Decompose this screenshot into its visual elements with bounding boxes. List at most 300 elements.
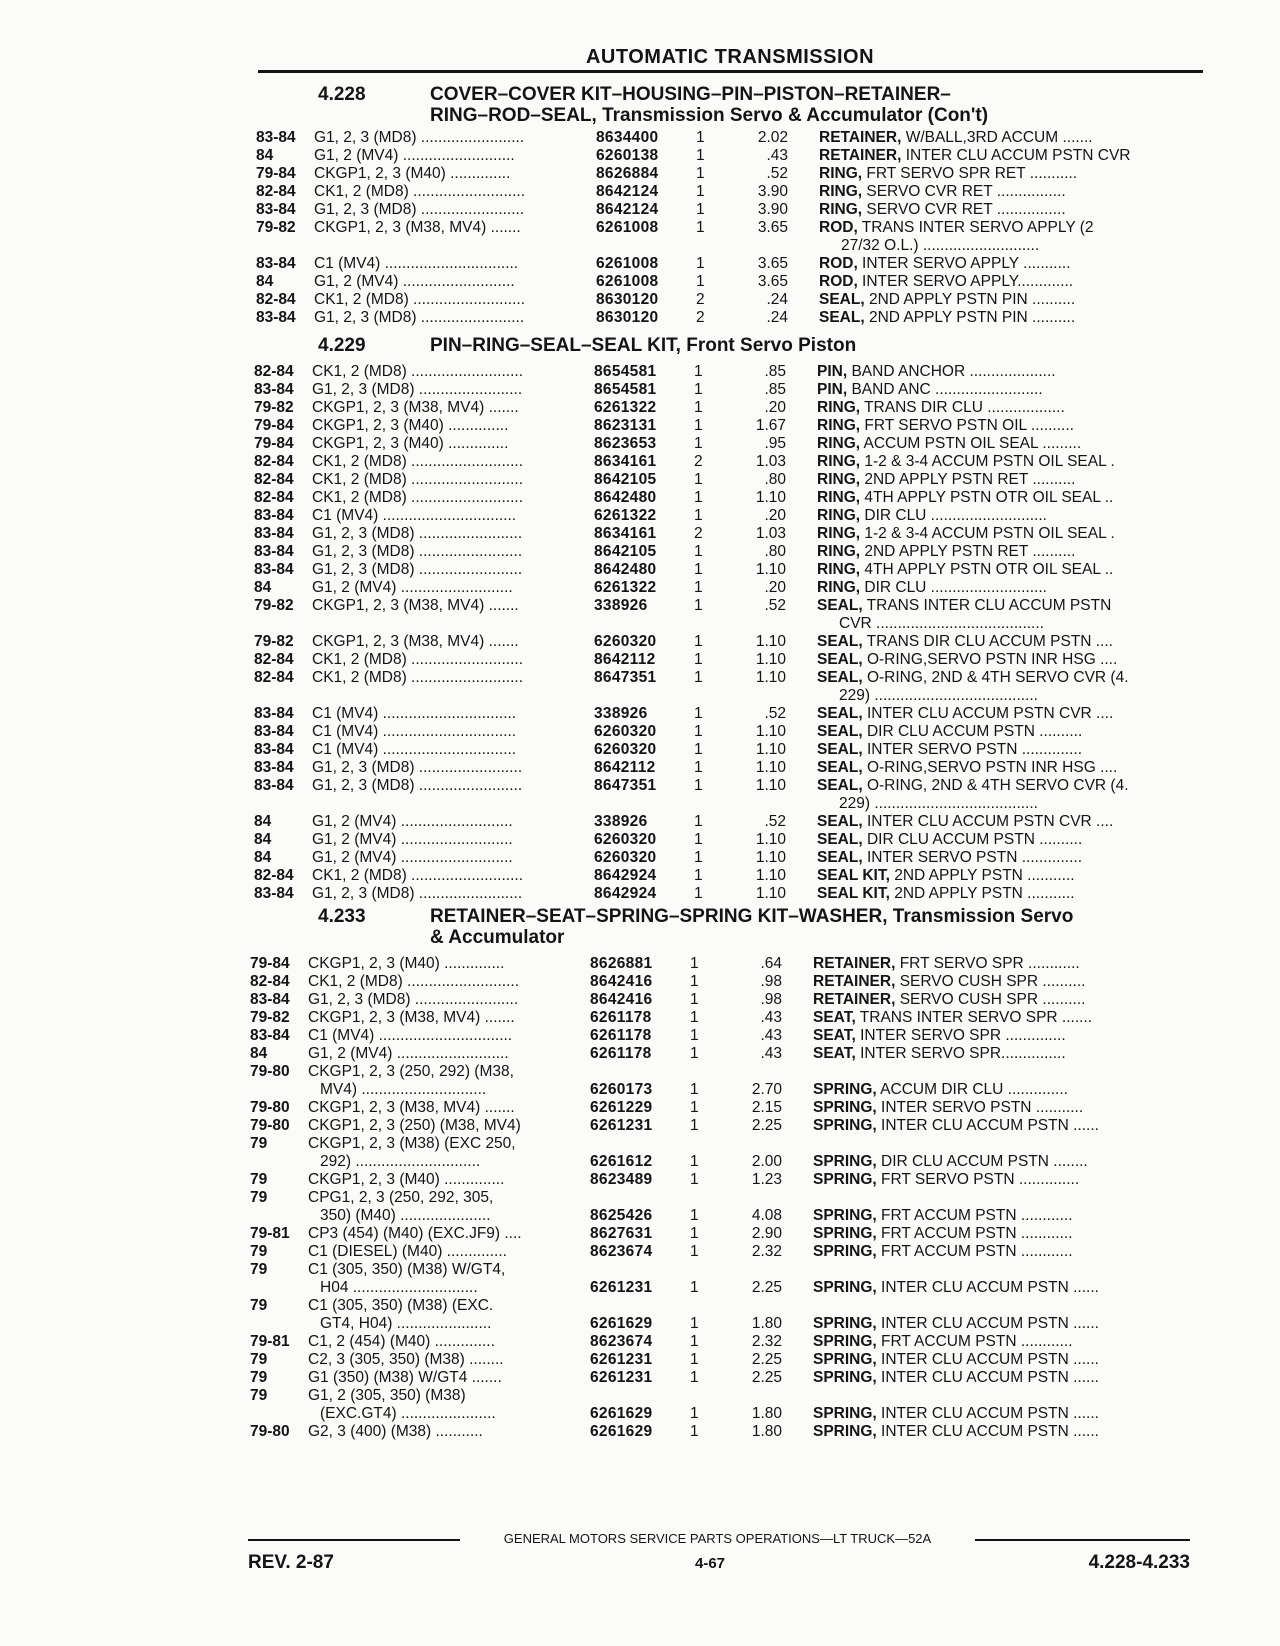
- part-number: 6261322: [594, 579, 657, 596]
- quantity: 1: [690, 1243, 699, 1260]
- part-name: SEAL,: [817, 813, 863, 830]
- parts-row: [250, 954, 1190, 973]
- vehicle-models: C1 (MV4) ...............................: [312, 741, 517, 758]
- model-years: 79-81: [250, 1333, 290, 1350]
- part-number: 8634161: [594, 525, 657, 542]
- quantity: 1: [694, 885, 703, 902]
- vehicle-models: G1, 2, 3 (MD8) ........................: [312, 777, 523, 794]
- parts-row: [250, 1422, 1190, 1441]
- part-detail: SERVO CVR RET ................: [862, 201, 1066, 218]
- part-detail: FRT ACCUM PSTN ............: [876, 1207, 1073, 1224]
- part-number: 6260320: [594, 723, 657, 740]
- part-name: SEAL,: [819, 291, 865, 308]
- footer-publisher: GENERAL MOTORS SERVICE PARTS OPERATIONS—LT TRUCK—52A: [503, 1531, 932, 1546]
- quantity: 1: [696, 273, 705, 290]
- price: 1.10: [755, 633, 786, 650]
- model-years: 79: [250, 1387, 268, 1404]
- parts-row: [250, 1242, 1190, 1261]
- part-detail: INTER CLU ACCUM PSTN CVR ....: [862, 813, 1114, 830]
- quantity: 1: [690, 1099, 699, 1116]
- part-number: 8623653: [594, 435, 657, 452]
- vehicle-models: G1, 2, 3 (MD8) ........................: [312, 561, 523, 578]
- part-number: 6261178: [590, 1045, 652, 1062]
- vehicle-models: C1 (MV4) ...............................: [312, 705, 517, 722]
- vehicle-models: G1, 2, 3 (MD8) ........................: [312, 759, 523, 776]
- model-years: 82-84: [254, 471, 294, 488]
- quantity: 1: [696, 255, 705, 272]
- part-description: [813, 1170, 1179, 1189]
- quantity: 1: [694, 705, 703, 722]
- model-years: 83-84: [254, 723, 294, 740]
- price: .43: [760, 1045, 782, 1062]
- part-detail: SERVO CUSH SPR ..........: [895, 991, 1086, 1008]
- quantity: 2: [694, 453, 703, 470]
- quantity: 1: [690, 1315, 699, 1332]
- vehicle-models: CKGP1, 2, 3 (M38) (EXC 250,: [308, 1135, 516, 1152]
- vehicle-models: G1 (350) (M38) W/GT4 .......: [308, 1369, 502, 1386]
- price: 2.15: [751, 1099, 782, 1116]
- parts-row: [254, 470, 1194, 489]
- parts-row: [254, 668, 1194, 705]
- model-years: 83-84: [256, 129, 296, 146]
- part-description: [813, 1368, 1179, 1387]
- part-detail: TRANS INTER SERVO APPLY (2: [857, 219, 1094, 236]
- part-detail: INTER CLU ACCUM PSTN ......: [876, 1351, 1099, 1368]
- part-description: [817, 506, 1183, 525]
- quantity: 1: [690, 1117, 699, 1134]
- model-years: 79-84: [254, 435, 294, 452]
- part-description: [813, 1278, 1179, 1297]
- quantity: 1: [694, 777, 703, 794]
- part-name: SPRING,: [813, 1117, 877, 1134]
- quantity: 1: [690, 1027, 699, 1044]
- part-name: SPRING,: [813, 1279, 877, 1296]
- model-years: 83-84: [254, 525, 294, 542]
- section-number: 4.228: [318, 84, 366, 105]
- price: 1.23: [751, 1171, 782, 1188]
- vehicle-models: G1, 2, 3 (MD8) ........................: [314, 129, 525, 146]
- model-years: 79-82: [256, 219, 296, 236]
- parts-row: [254, 416, 1194, 435]
- quantity: 1: [694, 579, 703, 596]
- part-description: [813, 954, 1179, 973]
- parts-row: [250, 972, 1190, 991]
- parts-row: [254, 758, 1194, 777]
- part-number: 8626881: [590, 955, 653, 972]
- parts-row: [254, 506, 1194, 525]
- part-number: 8623674: [590, 1243, 653, 1260]
- part-description: [813, 1332, 1179, 1351]
- part-name: RING,: [819, 183, 863, 200]
- part-name: RETAINER,: [819, 129, 902, 146]
- part-number: 338926: [594, 813, 648, 830]
- quantity: 1: [690, 1351, 699, 1368]
- part-name: SPRING,: [813, 1099, 877, 1116]
- parts-row: [256, 308, 1196, 327]
- part-number: 8642105: [594, 543, 657, 560]
- part-description: [817, 524, 1183, 543]
- part-detail: INTER SERVO SPR...............: [855, 1045, 1066, 1062]
- quantity: 1: [696, 183, 705, 200]
- part-number: 6261322: [594, 507, 657, 524]
- part-number: 8642105: [594, 471, 657, 488]
- part-description: [819, 128, 1185, 147]
- vehicle-models: CK1, 2 (MD8) ..........................: [312, 669, 524, 686]
- part-number: 8642480: [594, 561, 657, 578]
- model-years: 79-80: [250, 1423, 290, 1440]
- vehicle-models: G1, 2 (MV4) ..........................: [312, 831, 513, 848]
- vehicle-models: G1, 2, 3 (MD8) ........................: [312, 885, 523, 902]
- model-years: 84: [256, 273, 274, 290]
- part-number: 8642416: [590, 991, 653, 1008]
- part-detail: INTER CLU ACCUM PSTN ......: [876, 1315, 1099, 1332]
- part-detail: 2ND APPLY PSTN ...........: [889, 867, 1075, 884]
- part-detail: INTER SERVO APPLY ...........: [857, 255, 1071, 272]
- quantity: 1: [690, 1369, 699, 1386]
- parts-row: [254, 866, 1194, 885]
- part-detail: DIR CLU ...........................: [860, 579, 1047, 596]
- footer-rule-left: [248, 1539, 460, 1541]
- part-name: RING,: [817, 579, 861, 596]
- quantity: 1: [694, 435, 703, 452]
- price: 3.65: [757, 219, 788, 236]
- price: 2.02: [757, 129, 788, 146]
- vehicle-models: CKGP1, 2, 3 (M38, MV4) .......: [308, 1099, 515, 1116]
- quantity: 1: [694, 867, 703, 884]
- vehicle-models: G1, 2, 3 (MD8) ........................: [312, 525, 523, 542]
- part-detail: TRANS INTER CLU ACCUM PSTN: [862, 597, 1112, 614]
- vehicle-models-cont: H04 .............................: [320, 1279, 478, 1296]
- model-years: 83-84: [254, 381, 294, 398]
- quantity: 1: [694, 831, 703, 848]
- vehicle-models: C1 (305, 350) (M38) W/GT4,: [308, 1261, 506, 1278]
- part-detail: O-RING, 2ND & 4TH SERVO CVR (4.: [862, 777, 1129, 794]
- part-description: [813, 972, 1179, 991]
- section-number: 4.233: [318, 906, 366, 927]
- revision-date: REV. 2-87: [248, 1552, 334, 1573]
- part-description: [813, 1314, 1179, 1333]
- part-description: [813, 1098, 1179, 1117]
- part-name: SEAL,: [817, 777, 863, 794]
- vehicle-models: C1 (DIESEL) (M40) ..............: [308, 1243, 507, 1260]
- part-number: 8630120: [596, 309, 659, 326]
- parts-row: [254, 812, 1194, 831]
- vehicle-models: C2, 3 (305, 350) (M38) ........: [308, 1351, 504, 1368]
- parts-row: [256, 200, 1196, 219]
- section-range: 4.228-4.233: [1088, 1552, 1190, 1573]
- part-number: 338926: [594, 597, 648, 614]
- quantity: 1: [694, 597, 703, 614]
- part-name: SPRING,: [813, 1243, 877, 1260]
- price: 2.90: [751, 1225, 782, 1242]
- price: .52: [764, 813, 786, 830]
- part-description: [817, 434, 1183, 453]
- price: .20: [764, 399, 786, 416]
- model-years: 82-84: [254, 867, 294, 884]
- part-name: ROD,: [819, 255, 858, 272]
- quantity: 1: [694, 633, 703, 650]
- part-description: [817, 866, 1183, 885]
- price: 3.65: [757, 255, 788, 272]
- part-name: SEAL,: [817, 831, 863, 848]
- part-name: SEAL KIT,: [817, 867, 890, 884]
- part-number: 8642112: [594, 651, 656, 668]
- part-number: 6261231: [590, 1117, 653, 1134]
- model-years: 83-84: [254, 705, 294, 722]
- parts-row: [250, 1116, 1190, 1135]
- model-years: 83-84: [250, 991, 290, 1008]
- model-years: 79: [250, 1351, 268, 1368]
- part-description: [817, 668, 1183, 687]
- quantity: 1: [690, 1153, 699, 1170]
- quantity: 1: [694, 813, 703, 830]
- part-detail: O-RING,SERVO PSTN INR HSG ....: [862, 759, 1118, 776]
- parts-row: [254, 380, 1194, 399]
- parts-row: [256, 272, 1196, 291]
- quantity: 1: [696, 201, 705, 218]
- quantity: 1: [694, 471, 703, 488]
- price: 1.80: [751, 1315, 782, 1332]
- part-number: 6261008: [596, 255, 659, 272]
- vehicle-models: CKGP1, 2, 3 (M38, MV4) .......: [314, 219, 521, 236]
- part-detail: 2ND APPLY PSTN PIN ..........: [864, 291, 1076, 308]
- part-number: 8647351: [594, 777, 657, 794]
- part-number: 8647351: [594, 669, 657, 686]
- part-number: 6261629: [590, 1423, 653, 1440]
- model-years: 79: [250, 1261, 268, 1278]
- part-description-cont: 27/32 O.L.) ...........................: [841, 237, 1040, 254]
- part-number: 8642924: [594, 867, 657, 884]
- part-detail: 2ND APPLY PSTN RET ..........: [860, 543, 1076, 560]
- part-description-cont: 229) ......................................: [839, 795, 1038, 812]
- part-detail: ACCUM DIR CLU ..............: [876, 1081, 1068, 1098]
- model-years: 79-82: [254, 597, 294, 614]
- vehicle-models: C1, 2 (454) (M40) ..............: [308, 1333, 495, 1350]
- part-detail: 1-2 & 3-4 ACCUM PSTN OIL SEAL .: [860, 453, 1115, 470]
- parts-row: [254, 776, 1194, 813]
- part-detail: INTER CLU ACCUM PSTN ......: [876, 1117, 1099, 1134]
- quantity: 1: [690, 973, 699, 990]
- section-number: 4.229: [318, 335, 366, 356]
- part-description: [817, 596, 1183, 615]
- model-years: 82-84: [254, 453, 294, 470]
- model-years: 79-84: [254, 417, 294, 434]
- parts-row: [254, 578, 1194, 597]
- part-detail: INTER CLU ACCUM PSTN ......: [876, 1405, 1099, 1422]
- price: 3.90: [757, 201, 788, 218]
- price: 2.25: [751, 1117, 782, 1134]
- vehicle-models: G1, 2, 3 (MD8) ........................: [312, 381, 523, 398]
- part-detail: FRT ACCUM PSTN ............: [876, 1333, 1073, 1350]
- model-years: 84: [256, 147, 274, 164]
- parts-row: [250, 1134, 1190, 1171]
- parts-row: [250, 1368, 1190, 1387]
- price: .64: [760, 955, 782, 972]
- vehicle-models: G1, 2 (MV4) ..........................: [314, 273, 515, 290]
- vehicle-models: CK1, 2 (MD8) ..........................: [312, 453, 524, 470]
- part-name: RING,: [817, 489, 861, 506]
- quantity: 1: [694, 543, 703, 560]
- part-name: RETAINER,: [813, 973, 896, 990]
- part-description: [819, 200, 1185, 219]
- vehicle-models-cont: 292) .............................: [320, 1153, 481, 1170]
- vehicle-models: CKGP1, 2, 3 (M38, MV4) .......: [312, 633, 519, 650]
- model-years: 79: [250, 1369, 268, 1386]
- part-name: SPRING,: [813, 1153, 877, 1170]
- page-title: AUTOMATIC TRANSMISSION: [585, 46, 875, 68]
- parts-row: [254, 704, 1194, 723]
- part-name: SEAL,: [817, 705, 863, 722]
- part-number: 6260320: [594, 849, 657, 866]
- page-number: 4-67: [694, 1555, 726, 1572]
- part-detail: 4TH APPLY PSTN OTR OIL SEAL ..: [860, 489, 1114, 506]
- part-number: 6261008: [596, 219, 659, 236]
- quantity: 1: [690, 1207, 699, 1224]
- part-name: SPRING,: [813, 1171, 877, 1188]
- parts-row: [254, 524, 1194, 543]
- price: 1.10: [755, 885, 786, 902]
- parts-row: [250, 990, 1190, 1009]
- quantity: 1: [694, 507, 703, 524]
- price: .98: [760, 973, 782, 990]
- part-description: [817, 578, 1183, 597]
- quantity: 1: [694, 741, 703, 758]
- part-description: [817, 812, 1183, 831]
- parts-row: [250, 1098, 1190, 1117]
- part-detail: W/BALL,3RD ACCUM .......: [901, 129, 1093, 146]
- parts-row: [256, 218, 1196, 255]
- part-detail: FRT ACCUM PSTN ............: [876, 1225, 1073, 1242]
- parts-row: [254, 650, 1194, 669]
- model-years: 83-84: [254, 777, 294, 794]
- part-detail: FRT SERVO PSTN ..............: [876, 1171, 1080, 1188]
- part-detail: INTER CLU ACCUM PSTN CVR ....: [862, 705, 1114, 722]
- vehicle-models: CKGP1, 2, 3 (250) (M38, MV4): [308, 1117, 521, 1134]
- part-detail: INTER SERVO SPR ..............: [855, 1027, 1066, 1044]
- price: .52: [766, 165, 788, 182]
- price: .52: [764, 597, 786, 614]
- part-number: 8642924: [594, 885, 657, 902]
- part-name: RING,: [819, 165, 863, 182]
- part-detail: 1-2 & 3-4 ACCUM PSTN OIL SEAL .: [860, 525, 1115, 542]
- vehicle-models: G1, 2 (MV4) ..........................: [308, 1045, 509, 1062]
- part-description: [813, 1080, 1179, 1099]
- model-years: 83-84: [256, 201, 296, 218]
- part-number: 8642416: [590, 973, 653, 990]
- quantity: 1: [696, 165, 705, 182]
- price: 1.10: [755, 669, 786, 686]
- model-years: 84: [254, 579, 272, 596]
- part-detail: INTER SERVO PSTN ..............: [862, 849, 1082, 866]
- price: 1.10: [755, 777, 786, 794]
- vehicle-models: G1, 2, 3 (MD8) ........................: [312, 543, 523, 560]
- parts-row: [254, 362, 1194, 381]
- part-number: 6261178: [590, 1009, 652, 1026]
- part-description: [817, 830, 1183, 849]
- model-years: 82-84: [250, 973, 290, 990]
- price: 2.25: [751, 1369, 782, 1386]
- part-detail: DIR CLU ACCUM PSTN ..........: [862, 831, 1083, 848]
- part-name: ROD,: [819, 273, 858, 290]
- part-description: [813, 1422, 1179, 1441]
- quantity: 1: [694, 489, 703, 506]
- part-number: 6261231: [590, 1279, 653, 1296]
- model-years: 83-84: [254, 561, 294, 578]
- part-name: SEAL,: [817, 669, 863, 686]
- vehicle-models: G1, 2, 3 (MD8) ........................: [314, 201, 525, 218]
- price: 2.32: [751, 1243, 782, 1260]
- part-number: 8634400: [596, 129, 659, 146]
- model-years: 83-84: [254, 507, 294, 524]
- part-description: [819, 272, 1185, 291]
- parts-row: [250, 1296, 1190, 1333]
- price: 1.10: [755, 489, 786, 506]
- model-years: 83-84: [254, 543, 294, 560]
- price: .20: [764, 507, 786, 524]
- part-detail: DIR CLU ...........................: [860, 507, 1047, 524]
- model-years: 79-84: [250, 955, 290, 972]
- vehicle-models: G1, 2, 3 (MD8) ........................: [308, 991, 519, 1008]
- price: .85: [764, 381, 786, 398]
- part-name: PIN,: [817, 381, 848, 398]
- parts-row: [250, 1188, 1190, 1225]
- part-number: 8625426: [590, 1207, 653, 1224]
- parts-row: [256, 164, 1196, 183]
- parts-row: [254, 560, 1194, 579]
- price: 1.80: [751, 1405, 782, 1422]
- part-detail: INTER CLU ACCUM PSTN ......: [876, 1369, 1099, 1386]
- part-number: 8642124: [596, 183, 659, 200]
- parts-row: [254, 740, 1194, 759]
- part-description: [813, 1404, 1179, 1423]
- vehicle-models: G1, 2 (MV4) ..........................: [312, 849, 513, 866]
- vehicle-models: G1, 2 (MV4) ..........................: [312, 813, 513, 830]
- parts-row: [256, 146, 1196, 165]
- part-detail: O-RING, 2ND & 4TH SERVO CVR (4.: [862, 669, 1129, 686]
- part-name: SEAL,: [817, 597, 863, 614]
- model-years: 79-82: [254, 399, 294, 416]
- part-detail: FRT SERVO SPR ............: [895, 955, 1080, 972]
- part-number: 8627631: [590, 1225, 653, 1242]
- price: .24: [766, 309, 788, 326]
- part-description: [813, 1224, 1179, 1243]
- price: .98: [760, 991, 782, 1008]
- quantity: 1: [690, 1279, 699, 1296]
- parts-row: [250, 1260, 1190, 1297]
- part-detail: TRANS DIR CLU ACCUM PSTN ....: [862, 633, 1113, 650]
- parts-row: [254, 452, 1194, 471]
- quantity: 1: [694, 399, 703, 416]
- section-heading: [430, 84, 1200, 126]
- part-number: 6261629: [590, 1405, 653, 1422]
- parts-row: [256, 182, 1196, 201]
- part-detail: DIR CLU ACCUM PSTN ..........: [862, 723, 1083, 740]
- vehicle-models: CKGP1, 2, 3 (M38, MV4) .......: [312, 597, 519, 614]
- part-name: SPRING,: [813, 1405, 877, 1422]
- vehicle-models: CKGP1, 2, 3 (M40) ..............: [312, 435, 509, 452]
- parts-row: [256, 128, 1196, 147]
- part-number: 8654581: [594, 381, 657, 398]
- vehicle-models-cont: 350) (M40) .....................: [320, 1207, 491, 1224]
- vehicle-models: C1 (MV4) ...............................: [314, 255, 519, 272]
- price: 2.25: [751, 1279, 782, 1296]
- section-heading: [430, 335, 1200, 356]
- price: .24: [766, 291, 788, 308]
- quantity: 1: [690, 1405, 699, 1422]
- part-name: SPRING,: [813, 1315, 877, 1332]
- vehicle-models: C1 (MV4) ...............................: [312, 723, 517, 740]
- parts-row: [250, 1386, 1190, 1423]
